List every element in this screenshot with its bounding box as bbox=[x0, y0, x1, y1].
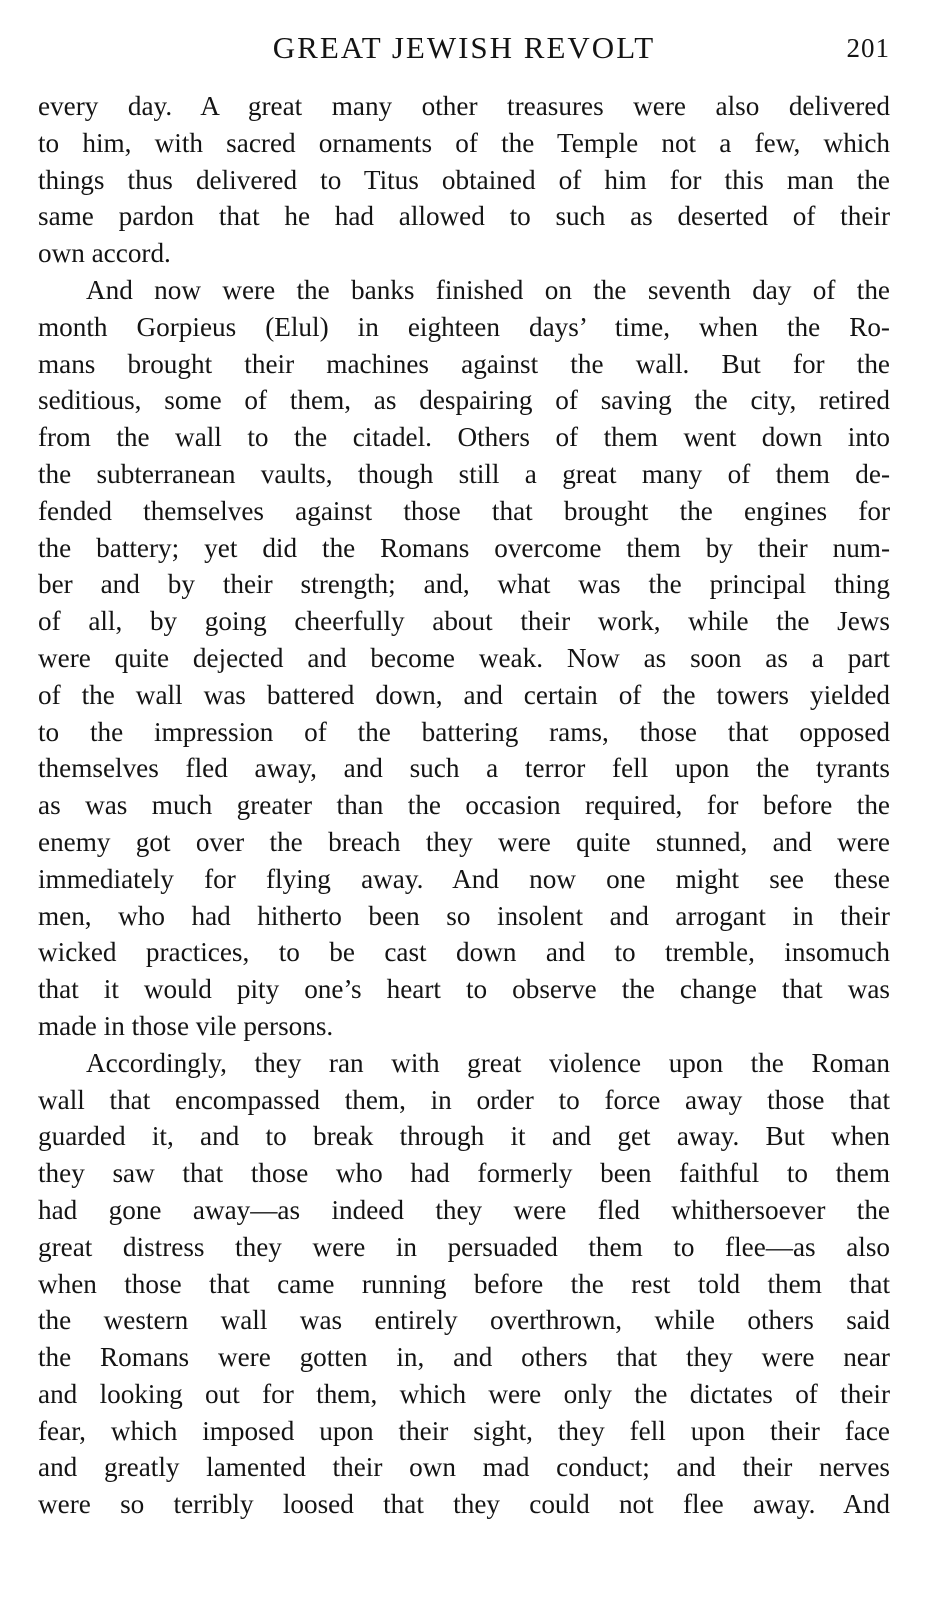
running-head bbox=[38, 26, 890, 70]
text-line: and greatly lamented their own mad conduct; and their nerves bbox=[38, 1452, 890, 1483]
text-line: same pardon that he had allowed to such as deserted of their bbox=[38, 201, 890, 232]
text-line: wicked practices, to be cast down and to tremble, insomuch bbox=[38, 937, 890, 968]
text-line: enemy got over the breach they were quite stunned, and were bbox=[38, 826, 890, 857]
text-line: guarded it, and to break through it and get away. But when bbox=[38, 1121, 890, 1152]
text-line: that it would pity one’s heart to observe the change that was bbox=[38, 974, 890, 1005]
text-line: from the wall to the citadel. Others of them went down into bbox=[38, 422, 890, 453]
text-line: were so terribly loosed that they could not flee away. And bbox=[38, 1489, 890, 1520]
text-line: were quite dejected and become weak. Now as soon as a part bbox=[38, 642, 890, 673]
text-line: when those that came running before the rest told them that bbox=[38, 1268, 890, 1299]
text-line: the battery; yet did the Romans overcome them by their num- bbox=[38, 532, 890, 563]
text-line: ber and by their strength; and, what was the principal thing bbox=[38, 569, 890, 600]
text-line: month Gorpieus (Elul) in eighteen days’ time, when the Ro- bbox=[38, 311, 890, 342]
text-line: fear, which imposed upon their sight, they fell upon their face bbox=[38, 1415, 890, 1446]
text-line: as was much greater than the occasion required, for before the bbox=[38, 790, 890, 821]
paragraph bbox=[38, 1045, 890, 1523]
text-line: wall that encompassed them, in order to force away those that bbox=[38, 1084, 890, 1115]
page-number: 201 bbox=[846, 33, 890, 63]
text-line: of the wall was battered down, and certain of the towers yielded bbox=[38, 679, 890, 710]
text-line: and looking out for them, which were only the dictates of their bbox=[38, 1378, 890, 1409]
body-text bbox=[38, 88, 890, 1523]
text-line: fended themselves against those that brought the engines for bbox=[38, 495, 890, 526]
text-line: mans brought their machines against the wall. But for the bbox=[38, 348, 890, 379]
text-line: every day. A great many other treasures were also delivered bbox=[38, 91, 890, 121]
text-line: great distress they were in persuaded them to flee—as also bbox=[38, 1231, 890, 1262]
text-line: the subterranean vaults, though still a great many of them de- bbox=[38, 458, 890, 489]
paragraph bbox=[38, 88, 890, 272]
text-line: the Romans were gotten in, and others that they were near bbox=[38, 1342, 890, 1373]
text-line: the western wall was entirely overthrown, while others said bbox=[38, 1305, 890, 1336]
text-line: to the impression of the battering rams, those that opposed bbox=[38, 716, 890, 747]
paragraph bbox=[38, 272, 890, 1045]
text-line: Accordingly, they ran with great violence upon the Roman bbox=[86, 1047, 890, 1078]
running-title: GREAT JEWISH REVOLT bbox=[272, 30, 656, 65]
text-line: men, who had hitherto been so insolent and arrogant in their bbox=[38, 900, 890, 931]
text-line: to him, with sacred ornaments of the Temple not a few, which bbox=[38, 127, 890, 158]
text-line: of all, by going cheerfully about their work, while the Jews bbox=[38, 606, 890, 637]
text-line: had gone away—as indeed they were fled whithersoever the bbox=[38, 1194, 890, 1225]
text-line: made in those vile persons. bbox=[38, 1010, 334, 1041]
text-line: own accord. bbox=[38, 238, 171, 269]
text-line: themselves fled away, and such a terror fell upon the tyrants bbox=[38, 753, 890, 784]
text-line: seditious, some of them, as despairing of saving the city, retired bbox=[38, 385, 890, 416]
text-line: And now were the banks finished on the seventh day of the bbox=[86, 274, 890, 305]
text-line: they saw that those who had formerly been faithful to them bbox=[38, 1158, 890, 1189]
text-line: things thus delivered to Titus obtained of him for this man the bbox=[38, 164, 890, 195]
text-line: immediately for flying away. And now one might see these bbox=[38, 863, 890, 894]
